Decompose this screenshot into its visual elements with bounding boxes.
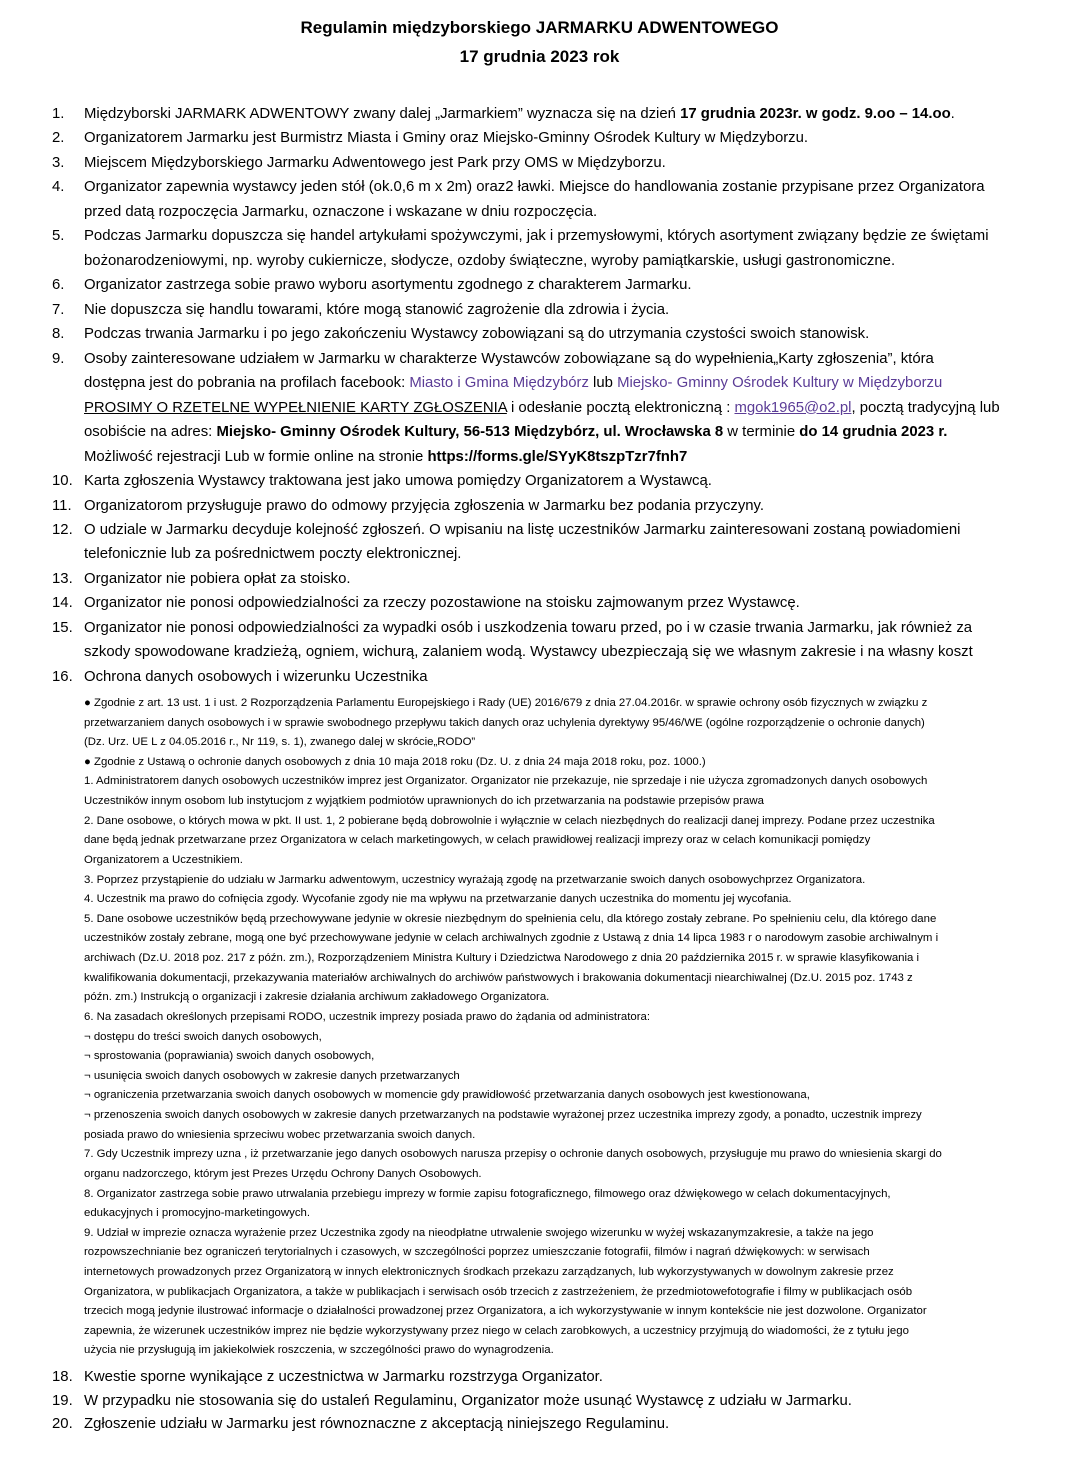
item-text-line: [84, 373, 942, 393]
item-text-line: [84, 642, 973, 662]
text-run: szkody spowodowane kradzieżą, ogniem, wichurą, zalaniem wodą. Wystawcy ubezpieczają się we własnym zakresie i na własny koszt: [84, 644, 973, 661]
text-run: lub: [588, 375, 618, 392]
item-text-line: [84, 447, 687, 467]
item-text-line: [84, 618, 972, 638]
text-run: Organizator zapewnia wystawcy jeden stół (ok.0,6 m x 2m) oraz2 ławki. Miejsce do handlowania zostanie przypisane przez Organizatora: [84, 179, 985, 196]
item-text-line: [84, 251, 895, 271]
rodo-clause-line: dane będą jednak przetwarzane przez Organizatora w celach marketingowych, w celach prawidłowej realizacji imprezy oraz w celach komunikacji pomiędzy: [84, 834, 871, 847]
item-number: 9.: [52, 350, 65, 367]
document-title: Regulamin międzyborskiego JARMARKU ADWENTOWEGO: [300, 18, 779, 37]
rodo-clause-line: przetwarzaniem danych osobowych i w sprawie swobodnego przepływu takich danych oraz uchylenia dyrektywy 95/46/WE (ogólne rozporządzenie o ochronie danych): [84, 716, 925, 729]
rodo-clause-line: ¬ dostępu do treści swoich danych osobowych,: [84, 1030, 322, 1043]
rodo-clause-line: 1. Administratorem danych osobowych uczestników imprez jest Organizator. Organizator nie przekazuje, nie sprzedaje i nie użycza zgromadzonych danych osobowych: [84, 775, 928, 788]
item-text-line: [84, 324, 869, 344]
rodo-clause-line: ● Zgodnie z art. 13 ust. 1 i ust. 2 Rozporządzenia Parlamentu Europejskiego i Rady (UE) 2016/679 z dnia 27.04.2016r. w sprawie ochrony osób fizycznych w związku z: [84, 697, 928, 709]
text-run: Podczas Jarmarku dopuszcza się handel artykułami spożywczymi, jak i przemysłowymi, których asortyment związany będzie ze świętami: [84, 228, 989, 245]
item-number: 5.: [52, 228, 65, 245]
item-number: 3.: [52, 154, 65, 171]
rodo-clause-line: ¬ sprostowania (poprawiania) swoich danych osobowych,: [84, 1050, 375, 1063]
rodo-clause-line: 5. Dane osobowe uczestników będą przechowywane jedynie w okresie niezbędnym do spełnienia celu, dla którego zostały zebrane. Po spełnieniu celu, dla którego dane: [84, 912, 937, 925]
item-number: 14.: [52, 595, 73, 612]
text-run: Ochrona danych osobowych i wizerunku Uczestnika: [84, 668, 428, 685]
item-text-line: W przypadku nie stosowania się do ustaleń Regulaminu, Organizator może usunąć Wystawcę z udziału w Jarmarku.: [84, 1392, 852, 1409]
rodo-clause-line: Organizatorem a Uczestnikiem.: [84, 853, 243, 866]
item-text-line: [84, 471, 712, 491]
rodo-clause-line: ¬ przenoszenia swoich danych osobowych w zakresie danych przetwarzanych na podstawie wyrażonej przez uczestnika imprezy zgody, a ponadto, uczestnik imprezy: [84, 1109, 922, 1122]
text-run: Organizatorom przysługuje prawo do odmowy przyjęcia zgłoszenia w Jarmarku bez podania przyczyny.: [84, 497, 765, 514]
item-number: 2.: [52, 130, 65, 147]
item-number: 15.: [52, 619, 73, 636]
document-date: 17 grudnia 2023 rok: [459, 47, 620, 66]
rodo-clause-line: kwalifikowania dokumentacji, przekazywania materiałów archiwalnych do archiwów państwowych i brakowania dokumentacji niearchiwalnej (Dz.U. 2015 poz. 1743 z: [84, 971, 913, 984]
text-run: Organizator nie pobiera opłat za stoisko.: [84, 570, 351, 587]
text-run: Organizatorem Jarmarku jest Burmistrz Miasta i Gminy oraz Miejsko-Gminny Ośrodek Kultury w Międzyborzu.: [84, 130, 809, 147]
item-text-line: [84, 202, 597, 222]
item-text-line: [84, 667, 427, 687]
rodo-clause-line: uczestników zostały zebrane, mogą one być przechowywane jedynie w celach archiwalnych zgodnie z Ustawą z dnia 14 lipca 1983 r o narodowym zasobie archiwalnym i: [84, 932, 939, 945]
rodo-clause-line: 3. Poprzez przystąpienie do udziału w Jarmarku adwentowym, uczestnicy wyrażają zgodę na przetwarzanie swoich danych osobowychprzez Organizatora.: [84, 873, 866, 886]
item-number: 7.: [52, 301, 65, 318]
facebook-profile-link[interactable]: Miejsko- Gminny Ośrodek Kultury w Międzyborzu: [617, 375, 943, 392]
item-text-line: [84, 128, 808, 148]
item-number: 6.: [52, 277, 65, 294]
bold-text: do 14 grudnia 2023 r.: [799, 424, 948, 441]
bold-text: https://forms.gle/SYyK8tszpTzr7fnh7: [427, 448, 688, 465]
rodo-clause-line: późn. zm.) Instrukcją o organizacji i zakresie działania archiwum zakładowego Organizatora.: [84, 991, 550, 1004]
text-run: Podczas trwania Jarmarku i po jego zakończeniu Wystawcy zobowiązani są do utrzymania czystości swoich stanowisk.: [84, 326, 870, 343]
rodo-clause-line: posiada prawo do wniesienia sprzeciwu wobec przetwarzania swoich danych.: [84, 1128, 476, 1141]
email-link[interactable]: mgok1965@o2.pl: [734, 399, 852, 416]
item-number: 1.: [52, 106, 65, 122]
text-run: bożonarodzeniowymi, np. wyroby cukiernicze, słodycze, ozdoby świąteczne, wyroby pamiątkarskie, usługi gastronomiczne.: [84, 252, 896, 269]
item-number: 8.: [52, 326, 65, 343]
underlined-text: PROSIMY O RZETELNE WYPEŁNIENIE KARTY ZGŁOSZENIA: [84, 399, 507, 416]
item-text-line: [84, 177, 984, 197]
item-text-line: Kwestie sporne wynikające z uczestnictwa w Jarmarku rozstrzyga Organizator.: [84, 1369, 603, 1385]
item-number: 19.: [52, 1392, 73, 1409]
item-text-line: [84, 300, 669, 320]
item-number: 10.: [52, 473, 73, 490]
text-run: Możliwość rejestracji Lub w formie online na stronie: [84, 448, 428, 465]
item-text-line: [84, 593, 800, 613]
text-run: .: [950, 106, 955, 122]
rodo-clause-line: ● Zgodnie z Ustawą o ochronie danych osobowych z dnia 10 maja 2018 roku (Dz. U. z dnia 24 maja 2018 roku, poz. 1000.): [84, 755, 706, 768]
item-text-line: Zgłoszenie udziału w Jarmarku jest równoznaczne z akceptacją niniejszego Regulaminu.: [84, 1416, 670, 1433]
rodo-clause-line: Organizatora, w publikacjach Organizatora, a także w publikacjach i serwisach osób trzecich z zastrzeżeniem, że przedmiotowefotografie i filmy w publikacjach osób: [84, 1285, 913, 1298]
rodo-clause-line: 4. Uczestnik ma prawo do cofnięcia zgody. Wycofanie zgody nie ma wpływu na przetwarzanie danych uczestnika do momentu jej wycofania.: [84, 893, 792, 906]
text-run: telefonicznie lub za pośrednictwem poczty elektronicznej.: [84, 546, 462, 563]
text-run: Miejscem Międzyborskiego Jarmarku Adwentowego jest Park przy OMS w Międzyborzu.: [84, 154, 666, 171]
text-run: przed datą rozpoczęcia Jarmarku, oznaczone i wskazane w dniu rozpoczęcia.: [84, 203, 598, 220]
item-number: 13.: [52, 570, 73, 587]
item-text-line: [84, 422, 947, 442]
text-run: Organizator zastrzega sobie prawo wyboru asortymentu zgodnego z charakterem Jarmarku.: [84, 277, 692, 294]
rodo-clause-line: trzecich mogą jedynie ilustrować informacje o działalności prowadzonej przez Organizatora, a ich wykorzystywanie w innym kontekście nie jest dozwolone. Organizator: [84, 1305, 927, 1318]
rodo-clause-line: organu nadzorczego, którym jest Prezes Urzędu Ochrony Danych Osobowych.: [84, 1167, 482, 1180]
item-text-line: [84, 398, 1000, 418]
item-text-line: [84, 544, 461, 564]
item-number: 4.: [52, 179, 65, 196]
text-run: Nie dopuszcza się handlu towarami, które mogą stanowić zagrożenie dla zdrowia i życia.: [84, 301, 670, 318]
item-text-line: [84, 569, 351, 589]
item-number: 18.: [52, 1369, 73, 1385]
bold-text: 17 grudnia 2023r. w godz. 9.oo – 14.oo: [680, 106, 951, 122]
rodo-clause-line: użycia nie przysługują im jakiekolwiek roszczenia, w szczególności prawo do wynagrodzenia.: [84, 1344, 554, 1357]
item-number: 12.: [52, 521, 73, 538]
rodo-clause-line: 6. Na zasadach określonych przepisami RODO, uczestnik imprezy posiada prawo do żądania od administratora:: [84, 1010, 651, 1023]
item-number: 11.: [52, 497, 72, 514]
text-run: dostępna jest do pobrania na profilach facebook:: [84, 375, 410, 392]
text-run: Osoby zainteresowane udziałem w Jarmarku w charakterze Wystawców zobowiązane są do wypełnienia„Karty zgłoszenia”, która: [84, 350, 934, 367]
rodo-clause-line: ¬ usunięcia swoich danych osobowych w zakresie danych przetwarzanych: [84, 1069, 460, 1082]
bold-text: Miejsko- Gminny Ośrodek Kultury, 56-513 Międzybórz, ul. Wrocławska 8: [216, 424, 724, 441]
rodo-clause-line: zapewnia, że wizerunek uczestników imprez nie będzie wykorzystywany przez niego w celach zarobkowych, a uczestnicy przyjmują do wiadomości, że z tytułu jego: [84, 1324, 909, 1337]
text-run: Międzyborski JARMARK ADWENTOWY zwany dalej „Jarmarkiem” wyznacza się na dzień: [84, 106, 681, 122]
text-run: Organizator nie ponosi odpowiedzialności za rzeczy pozostawione na stoisku zajmowanym przez Wystawcę.: [84, 595, 800, 612]
rodo-clause-line: internetowych prowadzonych przez Organizatorą w innych elektronicznych środkach przekazu zarządzanych, lub wykorzystywanych w dowolnym zakresie przez: [84, 1265, 894, 1278]
item-text-line: [84, 520, 961, 540]
item-number: 16.: [52, 668, 73, 685]
text-run: Organizator nie ponosi odpowiedzialności za wypadki osób i uszkodzenia towaru przed, po i w czasie trwania Jarmarku, jak również za: [84, 619, 973, 636]
rodo-clause-line: archiwach (Dz.U. 2018 poz. 217 z późn. zm.), Rozporządzeniem Ministra Kultury i Dziedzictwa Narodowego z dnia 20 października 2015 r. w sprawie klasyfikowania i: [84, 952, 920, 965]
rodo-clause-line: 2. Dane osobowe, o których mowa w pkt. II ust. 1, 2 pobierane będą dobrowolnie i wyłącznie w celach niezbędnych do realizacji danej imprezy. Podane przez uczestnika: [84, 814, 935, 827]
rodo-clause-line: (Dz. Urz. UE L z 04.05.2016 r., Nr 119, s. 1), zwanego dalej w skrócie„RODO”: [84, 736, 476, 749]
rodo-clause-line: Uczestników innym osobom lub instytucjom z wyjątkiem podmiotów uprawnionych do ich przetwarzania na podstawie przepisów prawa: [84, 795, 764, 808]
item-text-line: [84, 275, 692, 295]
rodo-clause-line: ¬ ograniczenia przetwarzania swoich danych osobowych w momencie gdy prawidłowość przetwarzania danych osobowych jest kwestionowana,: [84, 1089, 810, 1102]
rodo-clause-line: rozpowszechnianie bez ograniczeń terytorialnych i czasowych, w szczególności poprzez umieszczanie fotografii, filmów i nagrań dźwiękowych: w serwisach: [84, 1246, 870, 1259]
item-text-line: [84, 153, 666, 173]
item-text-line: [84, 349, 934, 369]
rodo-clause-line: edukacyjnych i promocyjno-marketingowych.: [84, 1207, 311, 1220]
rodo-clause-line: 7. Gdy Uczestnik imprezy uzna , iż przetwarzanie jego danych osobowych narusza przepisy o ochronie danych osobowych, przysługuje mu prawo do wniesienia skargi do: [84, 1148, 942, 1161]
text-run: O udziale w Jarmarku decyduje kolejność zgłoszeń. O wpisaniu na listę uczestników Jarmarku zainteresowani zostaną powiadomieni: [84, 521, 961, 538]
text-run: , pocztą tradycyjną lub: [851, 399, 1000, 416]
text-run: Karta zgłoszenia Wystawcy traktowana jest jako umowa pomiędzy Organizatorem a Wystawcą.: [84, 473, 712, 490]
item-text-line: [84, 496, 764, 516]
text-run: osobiście na adres:: [84, 424, 217, 441]
rodo-clause-line: 9. Udział w imprezie oznacza wyrażenie przez Uczestnika zgody na nieodpłatne utrwalenie swojego wizerunku w wyżej wskazanymzakresie, a także na jego: [84, 1226, 874, 1239]
item-number: 20.: [52, 1416, 73, 1433]
text-run: i odesłanie pocztą elektroniczną :: [506, 399, 735, 416]
rodo-clause-line: 8. Organizator zastrzega sobie prawo utrwalania przebiegu imprezy w formie zapisu fotograficznego, filmowego oraz dźwiękowego w celach dokumentacyjnych,: [84, 1187, 891, 1200]
item-text-line: [84, 104, 955, 124]
facebook-profile-link[interactable]: Miasto i Gmina Międzybórz: [409, 375, 589, 392]
item-text-line: [84, 226, 989, 246]
text-run: w terminie: [723, 424, 800, 441]
